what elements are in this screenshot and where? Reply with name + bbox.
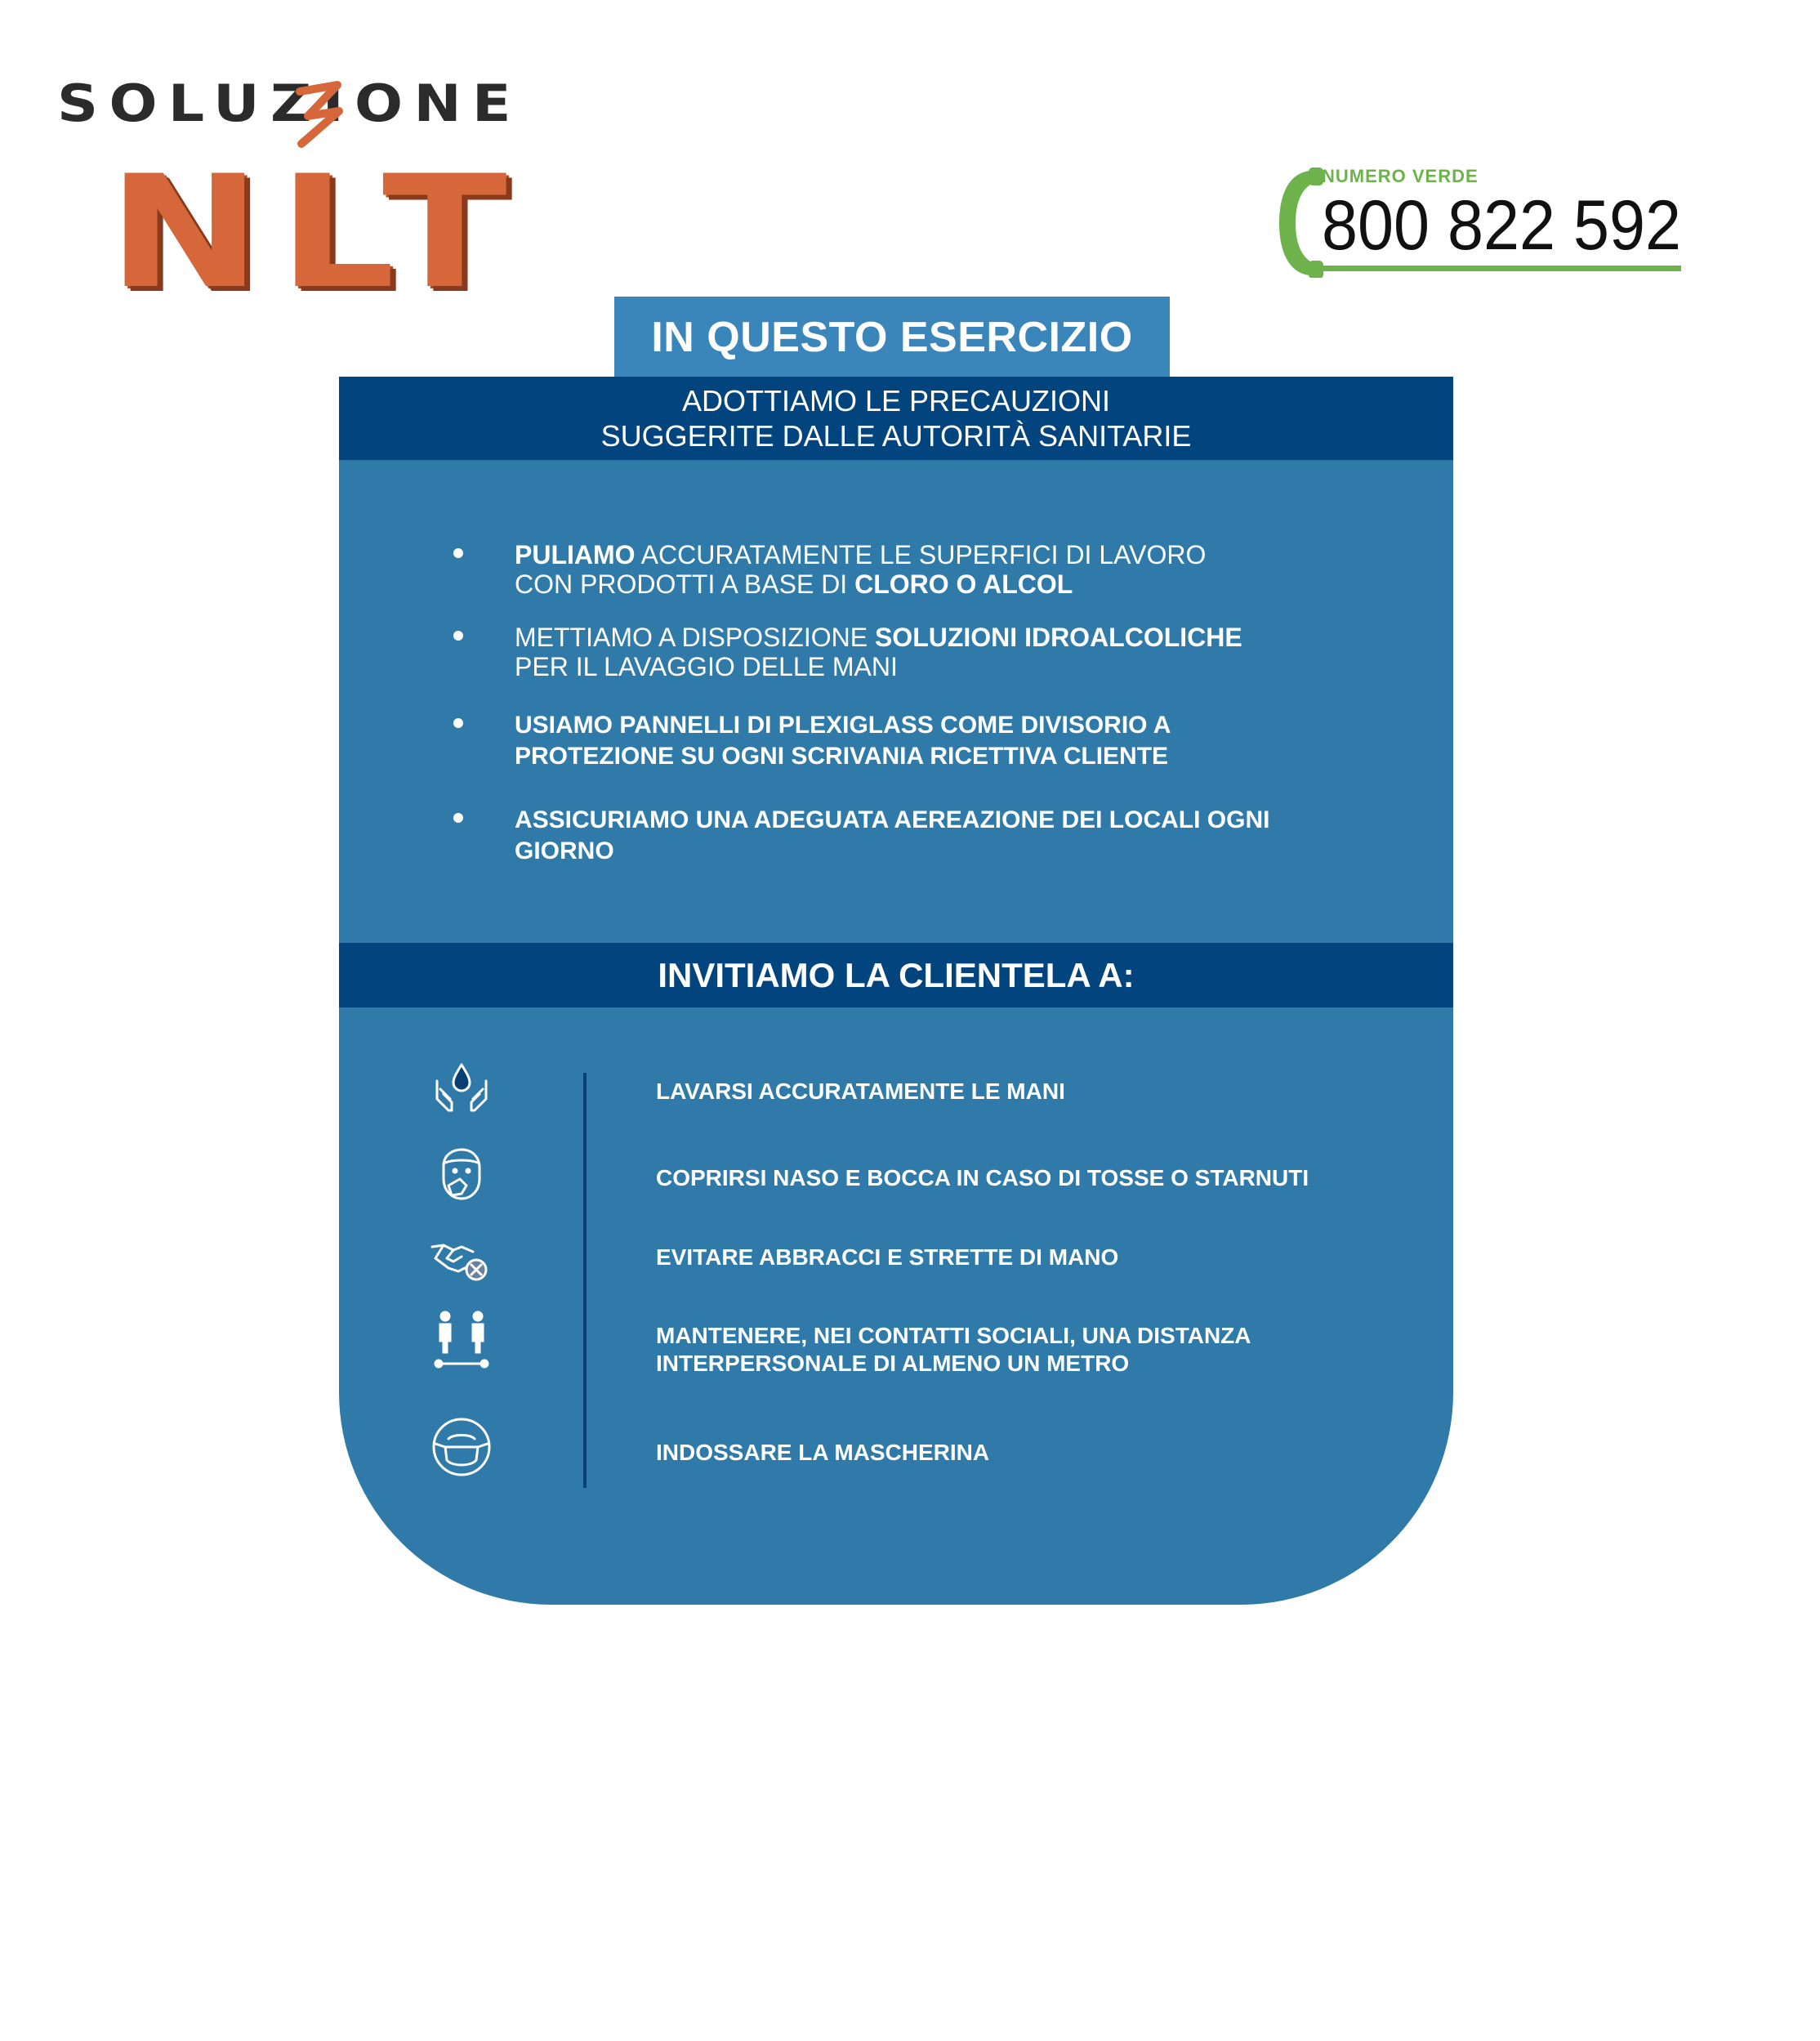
- bullet-dot: [453, 631, 463, 641]
- measure-item: [453, 623, 1242, 681]
- measure-2-line-1-bold: SOLUZIONI IDROALCOLICHE: [874, 623, 1242, 652]
- precautions-header: [339, 377, 1453, 460]
- social-distance-icon: [429, 1308, 494, 1373]
- measure-item: [453, 710, 1171, 772]
- measure-4-line-2: GIORNO: [515, 837, 614, 864]
- measure-3-line-1: USIAMO PANNELLI DI PLEXIGLASS COME DIVISORIO A: [515, 712, 1171, 739]
- cough-cover-icon: [429, 1143, 494, 1208]
- rules-divider: [583, 1073, 587, 1488]
- toll-free-caption: NUMERO VERDE: [1322, 166, 1479, 186]
- measure-2-line-1: METTIAMO A DISPOSIZIONE: [515, 623, 875, 652]
- rule-text: COPRIRSI NASO E BOCCA IN CASO DI TOSSE O STARNUTI: [656, 1165, 1309, 1190]
- precautions-header-line-1: ADOTTIAMO LE PRECAUZIONI: [681, 384, 1111, 418]
- measure-4-line-1: ASSICURIAMO UNA ADEGUATA AEREAZIONE DEI LOCALI OGNI: [515, 806, 1270, 833]
- rule-text: INDOSSARE LA MASCHERINA: [656, 1440, 990, 1465]
- logo-wordmark-main: NLT: [108, 142, 525, 323]
- measure-1-line-1: ACCURATAMENTE LE SUPERFICI DI LAVORO: [635, 540, 1207, 569]
- bullet-dot: [453, 718, 463, 728]
- invite-header: INVITIAMO LA CLIENTELA A:: [339, 943, 1453, 1007]
- safety-poster: [339, 377, 1453, 1605]
- hand-washing-icon: [429, 1056, 494, 1122]
- toll-free-number[interactable]: [1274, 159, 1715, 282]
- measure-item: [453, 540, 1206, 599]
- precautions-header-line-2: SUGGERITE DALLE AUTORITÀ SANITARIE: [600, 419, 1192, 453]
- poster-tab-title: IN QUESTO ESERCIZIO: [614, 297, 1170, 378]
- measure-2-line-2: PER IL LAVAGGIO DELLE MANI: [515, 652, 898, 681]
- rule-text-line-2: INTERPERSONALE DI ALMENO UN METRO: [656, 1351, 1130, 1376]
- rule-text: LAVARSI ACCURATAMENTE LE MANI: [656, 1079, 1065, 1104]
- no-handshake-icon: [429, 1226, 494, 1291]
- measure-3-line-2: PROTEZIONE SU OGNI SCRIVANIA RICETTIVA CLIENTE: [515, 743, 1169, 770]
- phone-number: 800 822 592: [1322, 186, 1681, 265]
- measure-1-line-2-bold: CLORO O ALCOL: [854, 569, 1073, 599]
- phone-handset-icon: [1274, 167, 1323, 278]
- bullet-dot: [453, 813, 463, 823]
- logo-bolt-icon: [290, 75, 347, 149]
- measure-1-line-2: CON PRODOTTI A BASE DI: [515, 569, 855, 599]
- measure-item: [453, 805, 1269, 867]
- company-logo: [57, 74, 555, 323]
- rule-text: [656, 1322, 1251, 1378]
- rule-text-line-1: MANTENERE, NEI CONTATTI SOCIALI, UNA DISTANZA: [656, 1323, 1251, 1348]
- logo-wordmark-top: SOLUZIONE: [57, 74, 522, 133]
- phone-underline: [1322, 266, 1681, 271]
- bullet-dot: [453, 548, 463, 558]
- rule-text: EVITARE ABBRACCI E STRETTE DI MANO: [656, 1244, 1119, 1270]
- measure-1-bold: PULIAMO: [515, 540, 636, 569]
- face-mask-icon: [429, 1414, 494, 1480]
